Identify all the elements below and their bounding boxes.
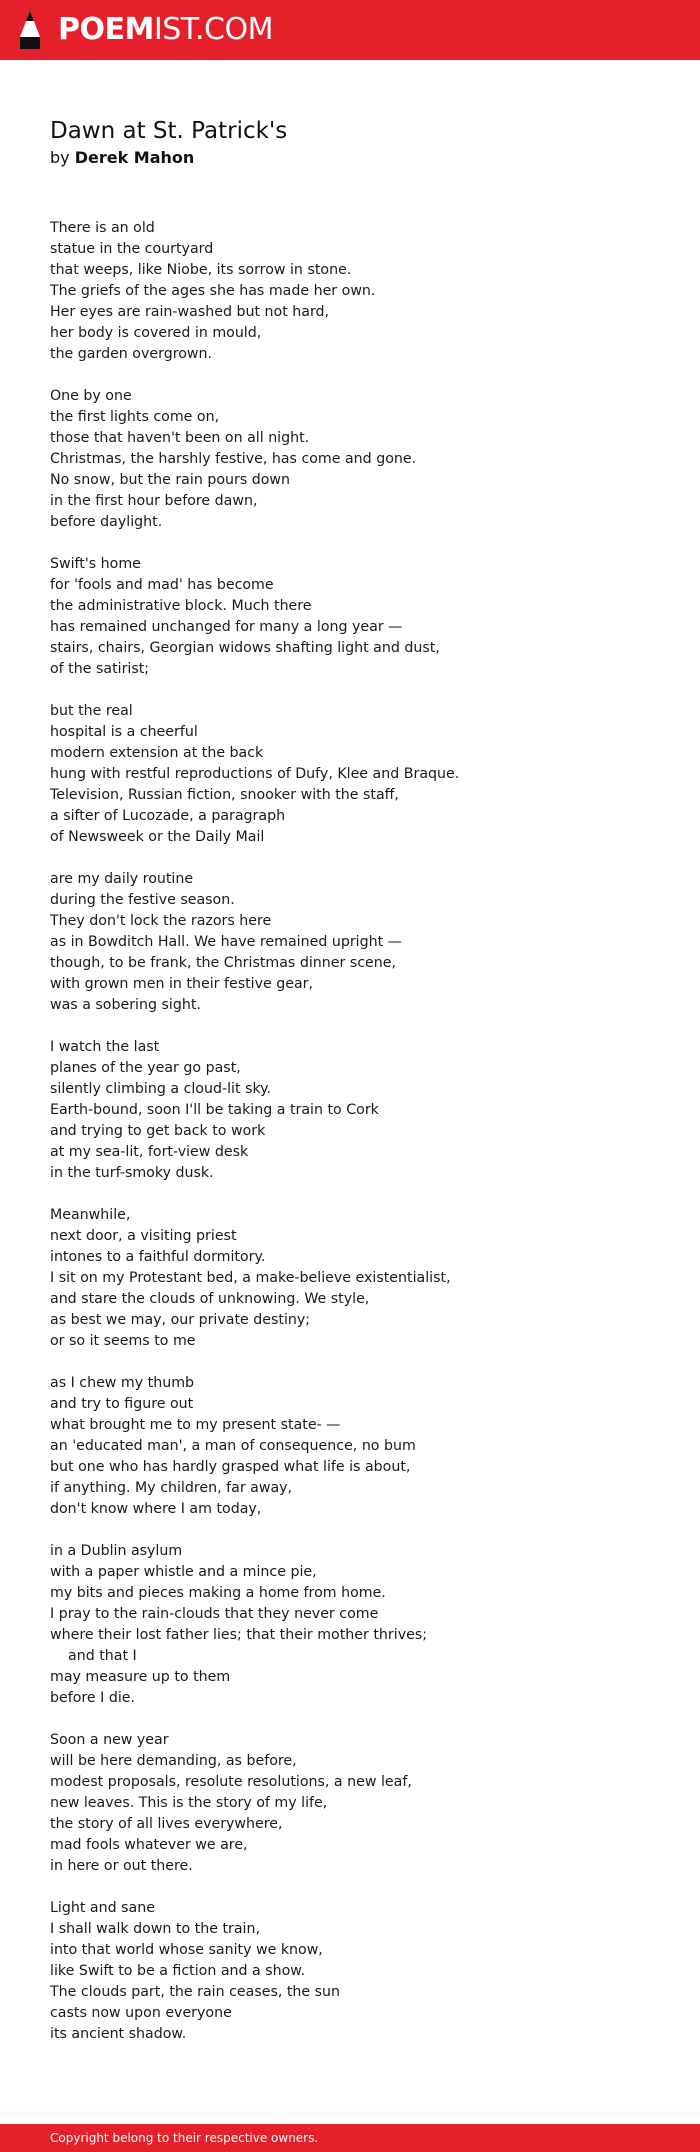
poem-line: Soon a new year [50,1732,169,1748]
site-footer [0,2124,700,2152]
poem-line: in the turf-smoky dusk. [50,1165,214,1181]
poem-line: They don't lock the razors here [50,913,272,929]
poem-line: Christmas, the harshly festive, has come and gone. [50,451,417,467]
poem-line: or so it seems to me [50,1333,196,1349]
poem-line: There is an old [50,220,155,236]
poem-line: with grown men in their festive gear, [50,976,314,992]
poem-stanza [50,554,670,680]
poem-line: planes of the year go past, [50,1060,241,1076]
poem-line: my bits and pieces making a home from home. [50,1585,386,1601]
poem-line: Light and sane [50,1900,155,1916]
poem-line: the garden overgrown. [50,346,213,362]
poem-line: don't know where I am today, [50,1501,262,1517]
poem-line: of the satirist; [50,661,150,677]
poem-stanza [50,1205,670,1352]
poem-line: Earth-bound, soon I'll be taking a train to Cork [50,1102,379,1118]
logo-wordmark-bold: POEM [58,12,154,47]
poem-line: are my daily routine [50,871,194,887]
poem-line: was a sobering sight. [50,997,201,1013]
by-label: by [50,148,70,167]
poem-line: if anything. My children, far away, [50,1480,293,1496]
poem-stanza [50,701,670,848]
poem-line: but the real [50,703,133,719]
poem-line: casts now upon everyone [50,2005,232,2021]
poem-line: before I die. [50,1690,136,1706]
poem-line: and trying to get back to work [50,1123,266,1139]
poem-line: like Swift to be a fiction and a show. [50,1963,306,1979]
poem-title: Dawn at St. Patrick's [50,118,288,144]
poem-stanza [50,1373,670,1520]
poem-line: One by one [50,388,132,404]
poem-line: I shall walk down to the train, [50,1921,260,1937]
poem-line: the first lights come on, [50,409,220,425]
poem-line: her body is covered in mould, [50,325,262,341]
poem-line: for 'fools and mad' has become [50,577,274,593]
poem-line: in a Dublin asylum [50,1543,183,1559]
poem-line: modern extension at the back [50,745,264,761]
poem-line: a sifter of Lucozade, a paragraph [50,808,286,824]
poem-body [50,218,670,2066]
poem-line: new leaves. This is the story of my life, [50,1795,328,1811]
poem-stanza [50,869,670,1016]
poem-line: may measure up to them [50,1669,231,1685]
author-name[interactable]: Derek Mahon [74,148,195,167]
poem-line: the story of all lives everywhere, [50,1816,283,1832]
logo-wordmark-light: IST.COM [153,12,273,47]
copyright-text: Copyright belong to their respective owners. [50,2131,319,2145]
poem-line: with a paper whistle and a mince pie, [50,1564,317,1580]
poem-line: mad fools whatever we are, [50,1837,248,1853]
poem-line: in the first hour before dawn, [50,493,258,509]
poem-line: as I chew my thumb [50,1375,195,1391]
poem-stanza [50,1037,670,1184]
poem-line: hung with restful reproductions of Dufy, Klee and Braque. [50,766,460,782]
poem-line: and stare the clouds of unknowing. We style, [50,1291,370,1307]
poem-line: those that haven't been on all night. [50,430,310,446]
poem-stanza [50,1730,670,1877]
poem-line: modest proposals, resolute resolutions, a new leaf, [50,1774,412,1790]
poem-line: into that world whose sanity we know, [50,1942,323,1958]
pencil-icon [16,9,44,51]
poem-line: its ancient shadow. [50,2026,187,2042]
site-logo[interactable] [16,9,273,51]
poem-line: and that I [50,1648,137,1664]
poem-line: I pray to the rain-clouds that they never come [50,1606,379,1622]
poem-line: what brought me to my present state- — [50,1417,341,1433]
poem-line: as in Bowditch Hall. We have remained upright — [50,934,402,950]
poem-line: The griefs of the ages she has made her own. [50,283,376,299]
poem-line: an 'educated man', a man of consequence, no bum [50,1438,416,1454]
logo-wordmark [58,9,273,51]
poem-line: the administrative block. Much there [50,598,312,614]
poem-stanza [50,1541,670,1709]
poem-line: stairs, chairs, Georgian widows shafting light and dust, [50,640,440,656]
poem-stanza [50,386,670,533]
poem-line: where their lost father lies; that their mother thrives; [50,1627,427,1643]
poem-line: that weeps, like Niobe, its sorrow in stone. [50,262,352,278]
poem-line: though, to be frank, the Christmas dinner scene, [50,955,396,971]
poem-stanza [50,1898,670,2045]
poem-line: No snow, but the rain pours down [50,472,291,488]
poem-line: next door, a visiting priest [50,1228,237,1244]
poem-line: I sit on my Protestant bed, a make-believe existentialist, [50,1270,451,1286]
poem-line: will be here demanding, as before, [50,1753,297,1769]
poem-line: at my sea-lit, fort-view desk [50,1144,249,1160]
poem-line: statue in the courtyard [50,241,214,257]
poem-stanza [50,218,670,365]
poem-line: Meanwhile, [50,1207,131,1223]
poem-line: Swift's home [50,556,141,572]
poem-line: intones to a faithful dormitory. [50,1249,266,1265]
poem-line: before daylight. [50,514,163,530]
byline [50,147,194,169]
poem-line: hospital is a cheerful [50,724,198,740]
poem-line: has remained unchanged for many a long year — [50,619,403,635]
poem-line: as best we may, our private destiny; [50,1312,311,1328]
site-header [0,0,700,60]
poem-line: The clouds part, the rain ceases, the sun [50,1984,341,2000]
poem-line: Television, Russian fiction, snooker with the staff, [50,787,399,803]
poem-line: of Newsweek or the Daily Mail [50,829,265,845]
poem-line: in here or out there. [50,1858,193,1874]
poem-line: during the festive season. [50,892,235,908]
poem-line: but one who has hardly grasped what life is about, [50,1459,411,1475]
poem-line: I watch the last [50,1039,160,1055]
poem-line: silently climbing a cloud-lit sky. [50,1081,272,1097]
poem-line: Her eyes are rain-washed but not hard, [50,304,330,320]
poem-line: and try to figure out [50,1396,194,1412]
